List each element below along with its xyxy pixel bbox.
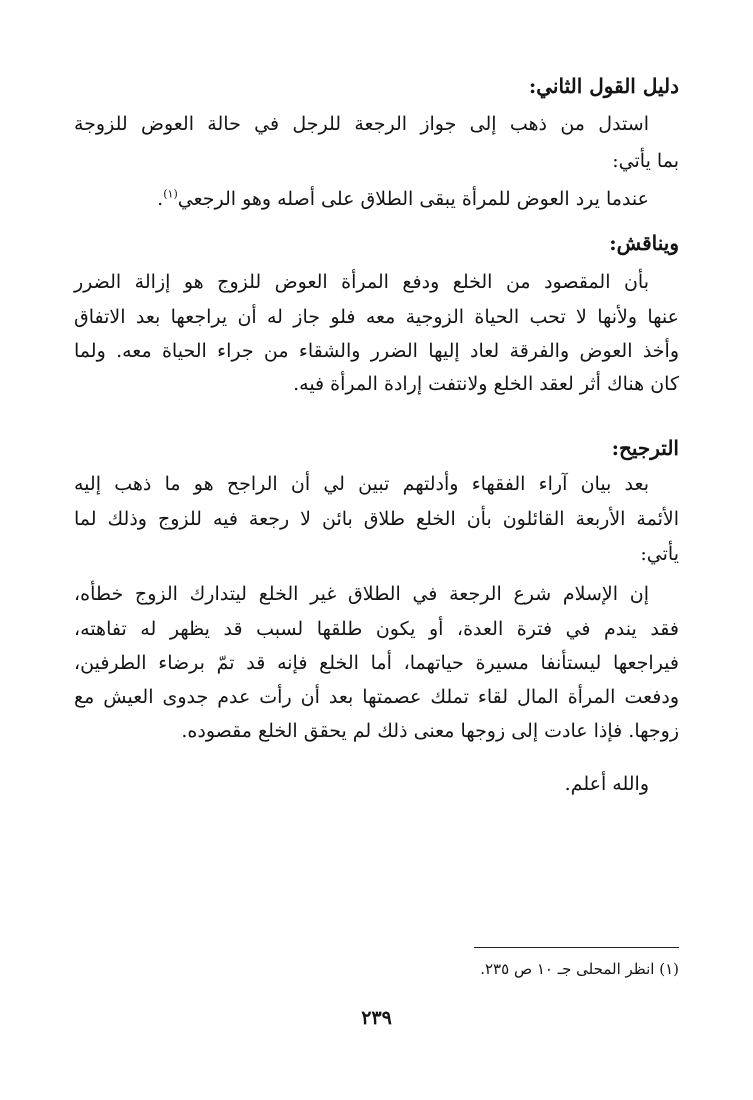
- text-line: وأخذ العوض والفرقة لعاد إليها الضرر والشقاء من جراء الحياة معه. ولما: [74, 340, 679, 362]
- footnote-number: (١): [659, 960, 679, 978]
- heading-preference: الترجيح:: [611, 436, 679, 460]
- quote-text: عندما يرد العوض للمرأة يبقى الطلاق على أصله وهو الرجعي: [177, 188, 649, 210]
- text-line: الأئمة الأربعة القائلون بأن الخلع طلاق بائن لا رجعة فيه للزوج وذلك لما: [74, 508, 679, 530]
- quote-end: .: [157, 188, 164, 210]
- footnote-divider: [474, 947, 679, 948]
- text-line: إن الإسلام شرع الرجعة في الطلاق غير الخلع ليتدارك الزوج خطأه،: [74, 583, 649, 605]
- text-line: بعد بيان آراء الفقهاء وأدلتهم تبين لي أن الراجح هو ما ذهب إليه: [74, 473, 649, 495]
- text-line: بما يأتي:: [612, 150, 679, 172]
- text-line: استدل من ذهب إلى جواز الرجعة للرجل في حالة العوض للزوجة: [74, 113, 649, 135]
- heading-second-opinion-evidence: دليل القول الثاني:: [528, 74, 679, 98]
- page-number: ٢٣٩: [361, 1007, 392, 1029]
- text-line: بأن المقصود من الخلع ودفع المرأة العوض للزوج هو إزالة الضرر: [74, 271, 649, 293]
- text-line: كان هناك أثر لعقد الخلع ولانتفت إرادة المرأة فيه.: [293, 373, 679, 395]
- footnote-text: انظر المحلى جـ ١٠ ص ٢٣٥.: [480, 960, 655, 978]
- footnote-marker: (١): [163, 187, 178, 201]
- text-line: عنها ولأنها لا تحب الحياة الزوجية معه فلو جاز له أن يراجعها بعد الاتفاق: [74, 306, 679, 328]
- closing-line: والله أعلم.: [564, 773, 649, 795]
- text-line: يأتي:: [640, 543, 679, 565]
- footnote: [480, 956, 679, 982]
- quote-line: [74, 185, 649, 215]
- heading-discussion: ويناقش:: [609, 231, 679, 255]
- text-line: فقد يندم في فترة العدة، أو يكون طلقها لسبب قد يظهر له تفاهته،: [74, 618, 679, 640]
- text-line: زوجها. فإذا عادت إلى زوجها معنى ذلك لم يحقق الخلع مقصوده.: [181, 720, 679, 742]
- text-line: ودفعت المرأة المال لقاء تملك عصمتها بعد أن رأت عدم جدوى العيش مع: [74, 686, 679, 708]
- text-line: فيراجعها ليستأنفا مسيرة حياتهما، أما الخلع فإنه قد تمّ برضاء الطرفين،: [74, 652, 679, 674]
